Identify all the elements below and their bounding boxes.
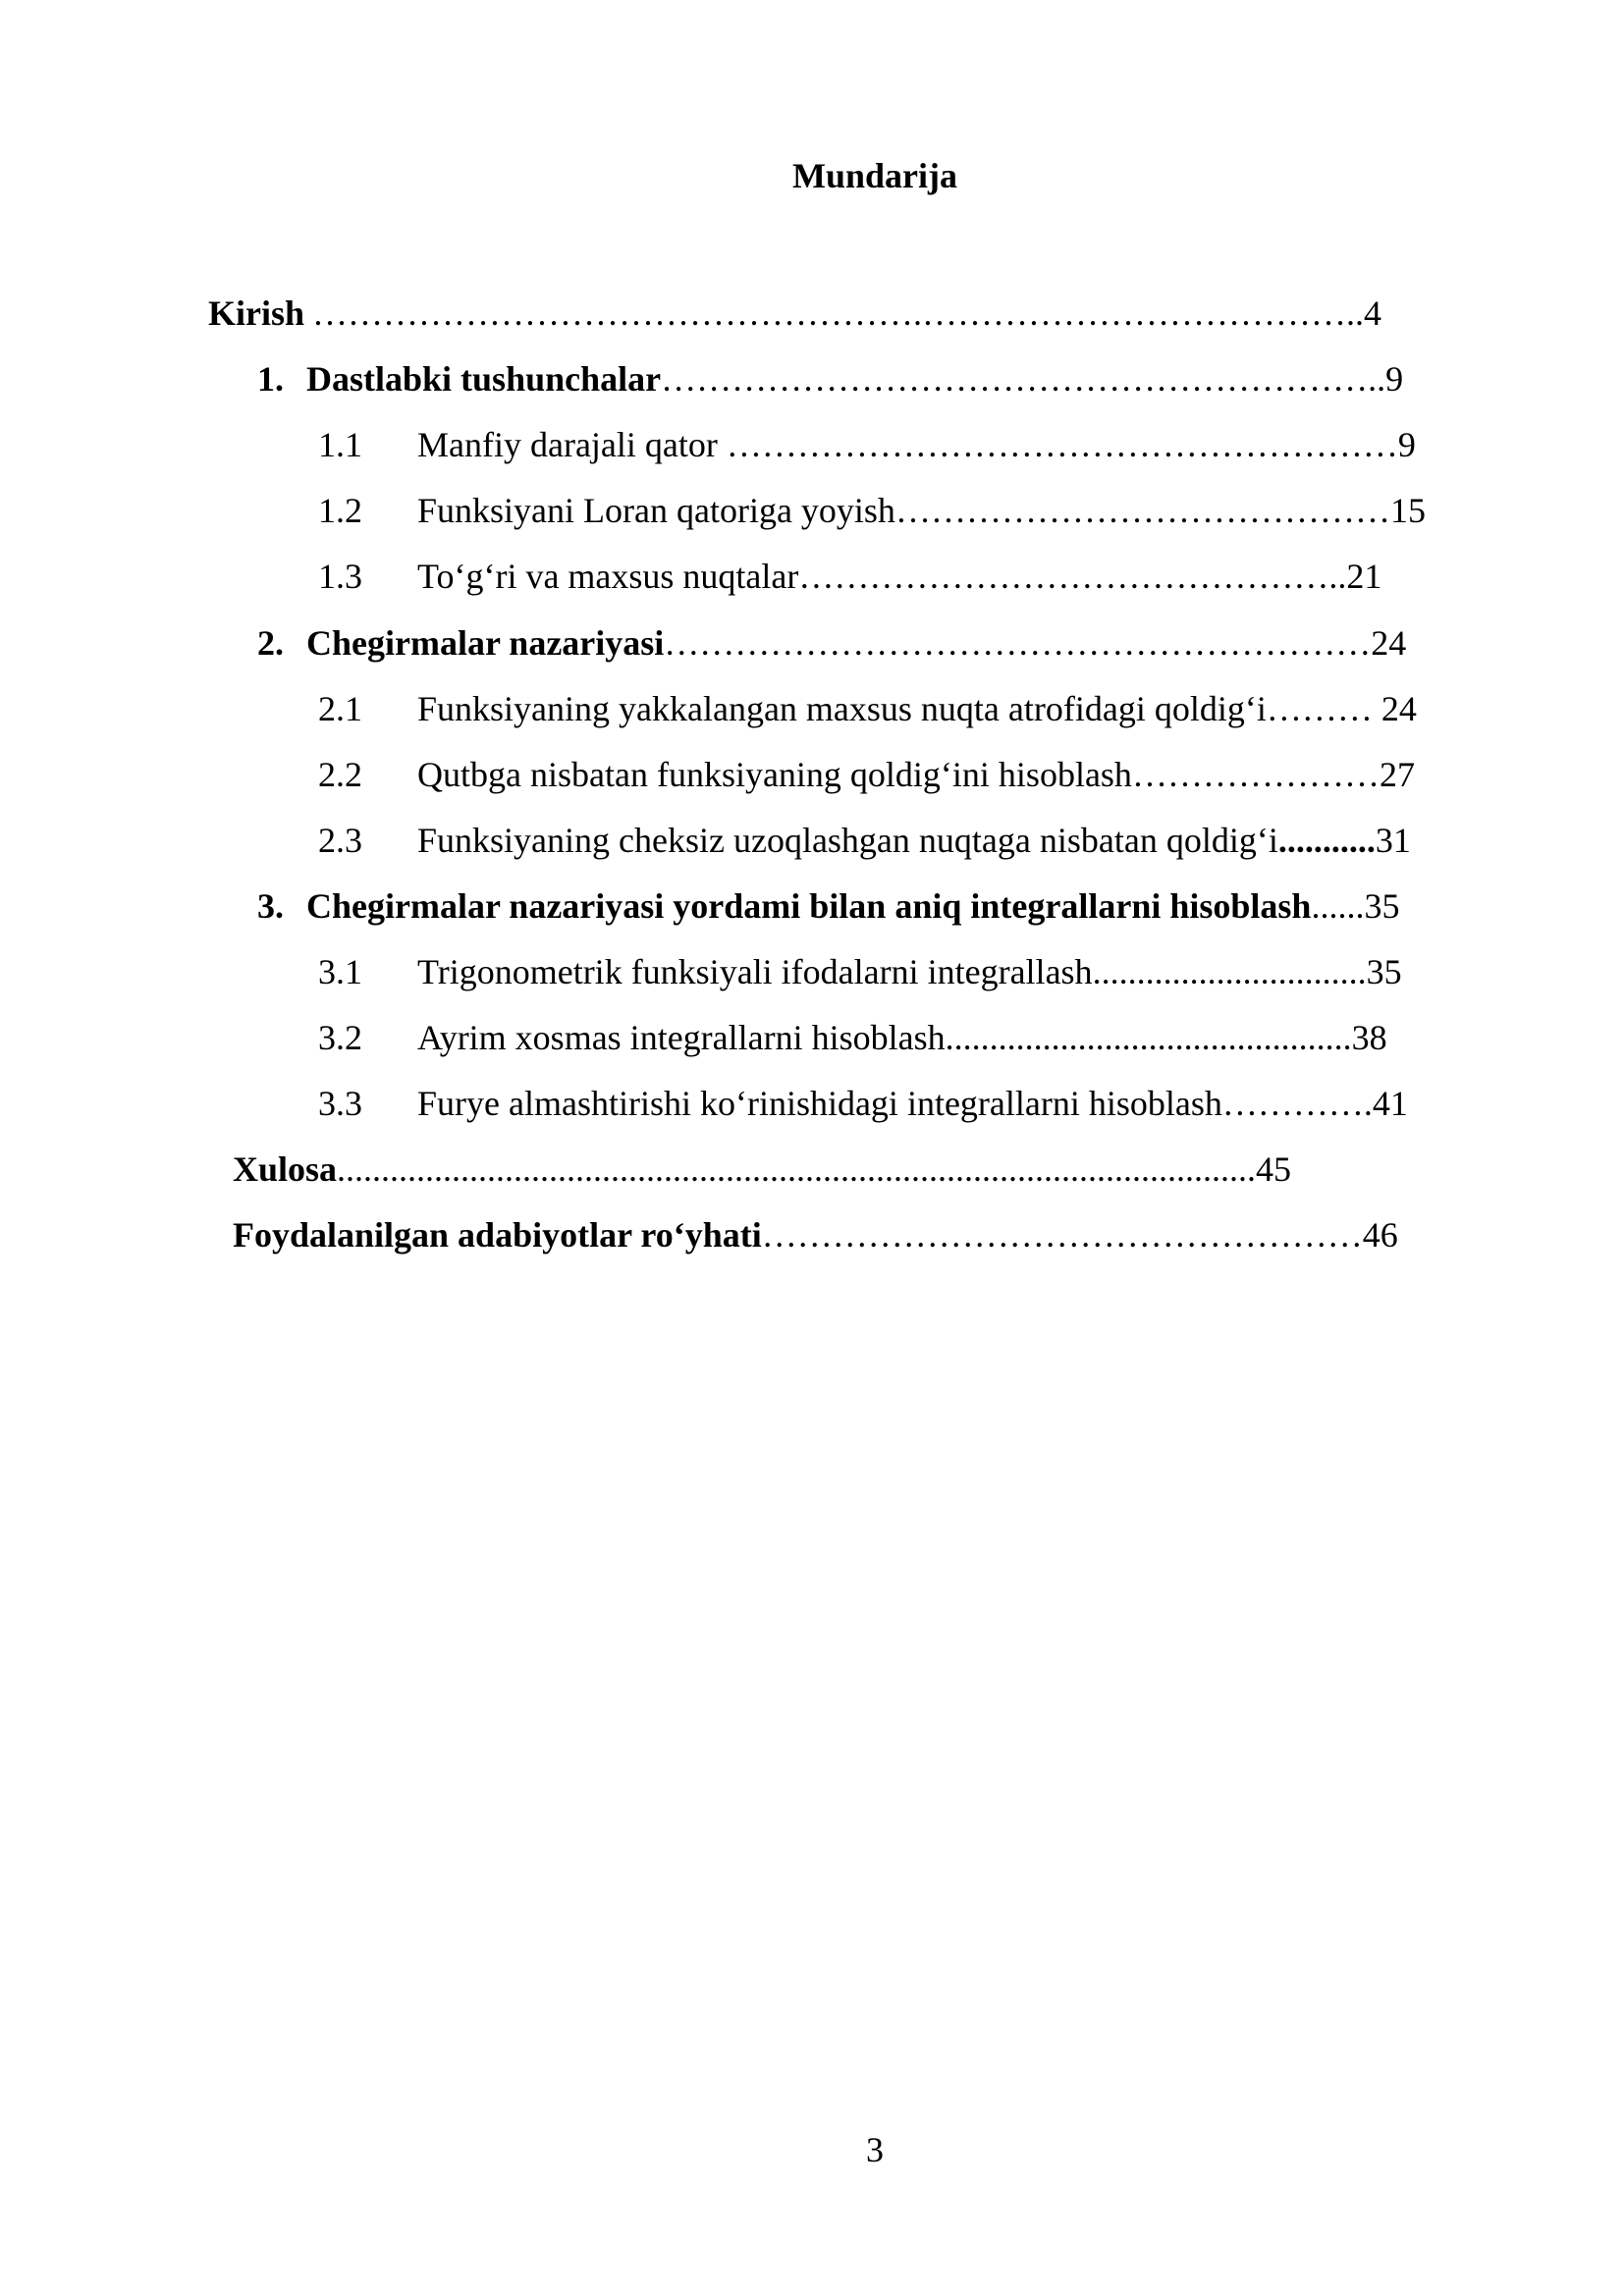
toc-entry-page: 27: [1379, 755, 1415, 794]
toc-entry-leader: ……………………………………………: [761, 1215, 1363, 1255]
toc-entry-page: 41: [1372, 1084, 1408, 1123]
toc-entry-text: [233, 1213, 1398, 1256]
toc-entry-text: [417, 423, 1416, 466]
toc-entry-title: Funksiyaning yakkalangan maxsus nuqta atrofidagi qoldig‘i: [417, 689, 1267, 728]
toc-entry-leader: ..............................................: [945, 1018, 1352, 1057]
toc-entry-page: 24: [1371, 623, 1407, 663]
toc-entry-title: Foydalanilgan adabiyotlar ro‘yhati: [233, 1215, 762, 1255]
toc-entry-leader: ……………………………………………………: [664, 623, 1372, 663]
toc-entry-text: [306, 357, 1403, 400]
toc-entry-page: 35: [1364, 886, 1400, 926]
toc-entry-leader: …………………………………………………: [717, 425, 1398, 464]
toc-entry-leader: ………: [1266, 689, 1381, 728]
toc-entry-leader: ...............................: [1092, 952, 1367, 991]
toc-entry-page: .21: [1337, 557, 1382, 596]
toc-entry-title: Kirish: [208, 294, 305, 333]
toc-entry-number: 2.2: [318, 755, 362, 794]
toc-entry-text: [417, 753, 1415, 796]
toc-entry-title: Furye almashtirishi ko‘rinishidagi integrallarni hisoblash: [417, 1084, 1222, 1123]
toc-entry-leader: ……………………………………: [894, 491, 1390, 530]
toc-entry-title: Funksiyani Loran qatoriga yoyish: [417, 491, 895, 530]
toc-entry-number: 3.: [257, 886, 284, 926]
toc-entry-title: Ayrim xosmas integrallarni hisoblash: [417, 1018, 946, 1057]
toc-entry-page: 35: [1366, 952, 1402, 991]
toc-entry-text: [417, 687, 1417, 730]
toc-entry-page: 15: [1389, 491, 1426, 530]
toc-entry-text: [233, 1148, 1291, 1191]
toc-entry-page: 24: [1380, 689, 1417, 728]
toc-entry-number: 3.2: [318, 1018, 362, 1057]
toc-entry-number: 1.2: [318, 491, 362, 530]
toc-entry-page: 45: [1256, 1149, 1292, 1189]
toc-entry-leader: ......: [1311, 886, 1365, 926]
toc-entry-number: 3.3: [318, 1084, 362, 1123]
toc-entry-number: 1.1: [318, 425, 362, 464]
toc-entry-page: 9: [1397, 425, 1416, 464]
toc-entry-number: 2.1: [318, 689, 362, 728]
toc-entry-title: Funksiyaning cheksiz uzoqlashgan nuqtaga nisbatan qoldig‘i: [417, 821, 1278, 860]
toc-entry-leader: ………….: [1221, 1084, 1373, 1123]
toc-entry-leader: …………………………………………….………………………………..4: [312, 294, 1381, 333]
toc-entry-number: 2.: [257, 623, 284, 663]
toc-entry-number: 2.3: [318, 821, 362, 860]
toc-entry-leader: ……………………………………….: [798, 557, 1338, 596]
toc-entry-text: [306, 621, 1406, 665]
toc-entry-title: To‘g‘ri va maxsus nuqtalar: [417, 557, 799, 596]
toc-entry-leader: …………………: [1131, 755, 1380, 794]
toc-entry-page: 31: [1375, 821, 1411, 860]
page-number: 3: [866, 2130, 884, 2169]
toc-entry-title: Chegirmalar nazariyasi: [306, 623, 665, 663]
toc-entry-text: [417, 950, 1402, 993]
toc-entry-title: Chegirmalar nazariyasi yordami bilan aniq integrallarni hisoblash: [306, 886, 1312, 926]
toc-entry-page: 4: [1364, 294, 1381, 333]
toc-entry-leader: ........................................................................................................: [337, 1149, 1257, 1189]
toc-entry-number: 3.1: [318, 952, 362, 991]
toc-entry-text: [417, 555, 1381, 598]
toc-entry-leader: ...........: [1277, 821, 1376, 860]
toc-entry-text: [306, 884, 1399, 928]
toc-entry-text: [417, 819, 1411, 862]
toc-entry-title: Xulosa: [233, 1149, 338, 1189]
toc-entry-text: [417, 489, 1426, 532]
toc-entry-title: Trigonometrik funksiyali ifodalarni integrallash: [417, 952, 1093, 991]
toc-entry-text: [417, 1082, 1408, 1125]
toc-entry-page: 46: [1362, 1215, 1398, 1255]
toc-entry-title: Qutbga nisbatan funksiyaning qoldig‘ini hisoblash: [417, 755, 1132, 794]
toc-entry-number: 1.: [257, 359, 284, 399]
toc-entry-title: Dastlabki tushunchalar: [306, 359, 662, 399]
toc-entry-number: 1.3: [318, 557, 362, 596]
toc-entry-page: 38: [1351, 1018, 1387, 1057]
toc-entry-page: 9: [1385, 359, 1404, 399]
toc-entry-title: Manfiy darajali qator: [417, 425, 718, 464]
toc-entry-leader: ……………………………………………………..: [661, 359, 1386, 399]
toc-heading: Mundarija: [791, 156, 957, 195]
toc-entry-text: [417, 1016, 1387, 1059]
